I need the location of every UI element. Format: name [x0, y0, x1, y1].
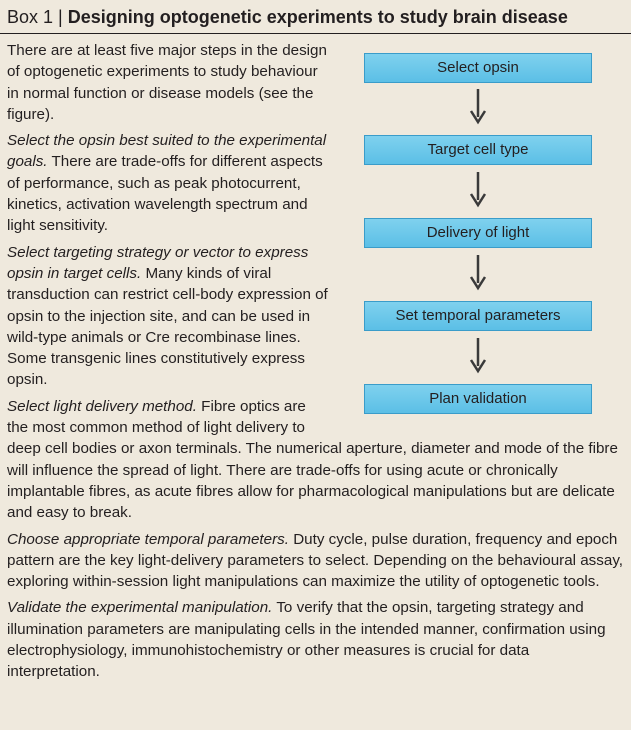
section-heading: Choose appropriate temporal parameters.: [7, 530, 289, 548]
intro-paragraph: There are at least five major steps in the design of optogenetic experiments to study behaviour in normal function or disease models (see the figure).: [7, 42, 327, 123]
section-body: Many kinds of viral transduction can restrict cell-body expression of opsin to the injection site, and can be used in wild-type animals or Cre recombinase lines. Some transgenic lines constitutively express opsin.: [7, 264, 328, 389]
section-body: To verify that the opsin, targeting strategy and illumination parameters are manipulating cells in the intended manner, confirmation using electrophysiology, immunohistochemistry or other measures is crucial for data interpretation.: [7, 599, 606, 681]
section-heading: Select light delivery method.: [7, 397, 197, 415]
section-body: There are trade-offs for different aspects of performance, such as peak photocurrent, kinetics, activation wavelength spectrum and light sensitivity.: [7, 153, 323, 235]
title-rule: [0, 33, 631, 34]
section-heading: Validate the experimental manipulation.: [7, 599, 273, 617]
flow-step-select-opsin: Select opsin: [364, 53, 592, 83]
section-validation: [7, 597, 625, 682]
section-body: Duty cycle, pulse duration, frequency and epoch pattern are the key light-delivery parameters to select. Depending on the behavioural assay, exploring within-session light manipulations can maximize the utility of optogenetic tools.: [7, 530, 624, 591]
flow-step-plan-validation: Plan validation: [364, 384, 592, 414]
flow-step-target-cell-type: Target cell type: [364, 135, 592, 165]
section-body: Fibre optics are the most common method of light delivery to deep cell bodies or axon terminals. The numerical aperture, diameter and mode of the fibre will influence the spread of light. There are trade-offs for using acute or chronically implantable fibres, as acute fibres allow for pharmacological manipulations but are delicate and easy to break.: [7, 397, 618, 522]
down-arrow-icon: [469, 170, 487, 208]
box-title: [7, 6, 568, 28]
section-heading: Select targeting strategy or vector to express opsin in target cells.: [7, 243, 309, 282]
down-arrow-icon: [469, 87, 487, 125]
box-header: [0, 0, 631, 34]
flow-step-set-temporal-parameters: Set temporal parameters: [364, 301, 592, 331]
section-temporal: [7, 529, 625, 593]
down-arrow-icon: [469, 336, 487, 374]
page-title: Designing optogenetic experiments to study brain disease: [67, 7, 568, 27]
down-arrow-icon: [469, 253, 487, 291]
section-heading: Select the opsin best suited to the experimental goals.: [7, 132, 327, 171]
box-label: Box 1 |: [7, 7, 68, 27]
flow-step-delivery-of-light: Delivery of light: [364, 218, 592, 248]
